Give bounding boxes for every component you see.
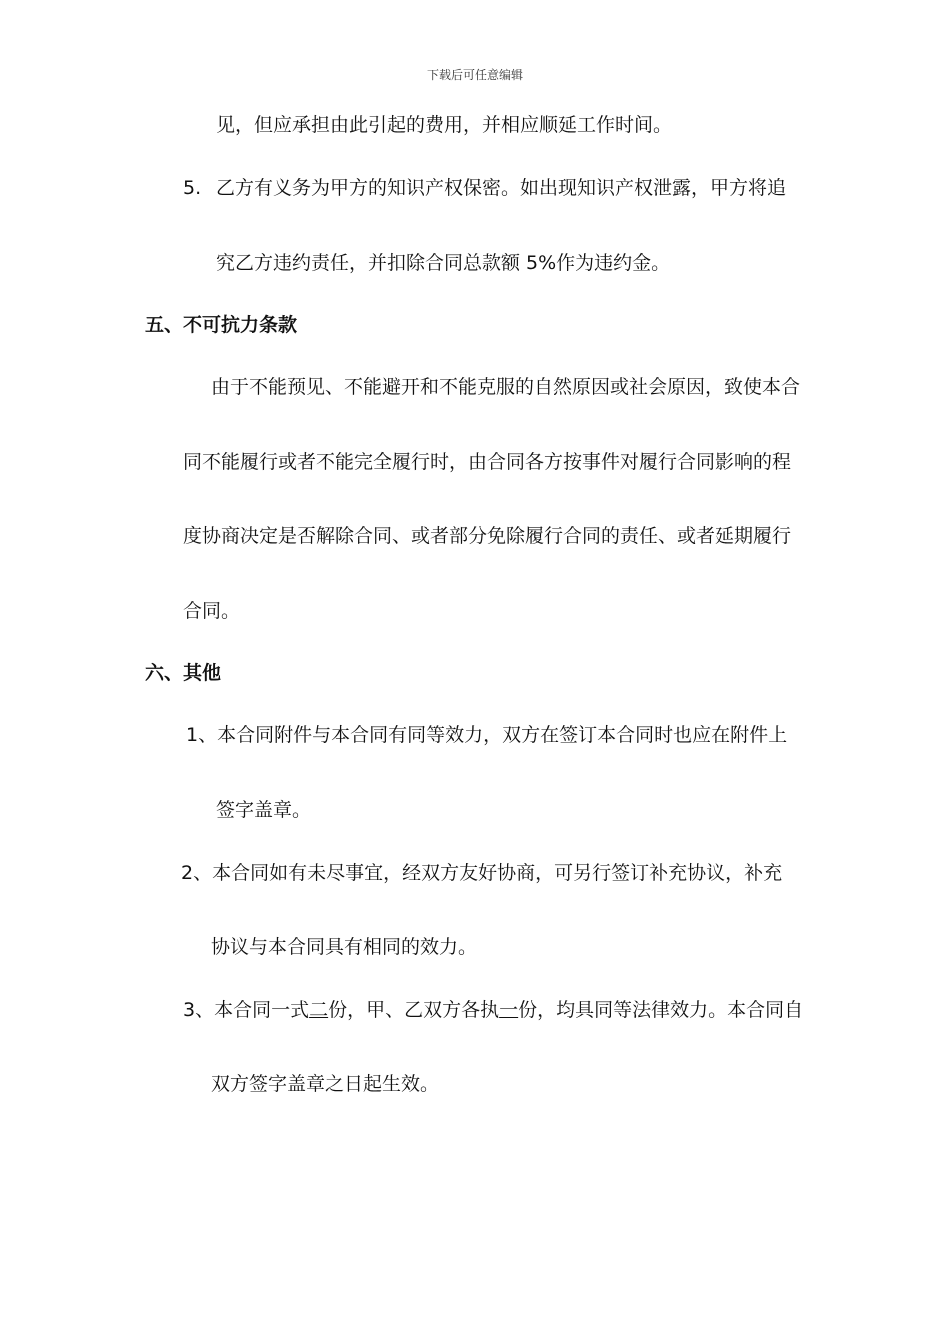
item5-line1: 乙方有义务为甲方的知识产权保密。如出现知识产权泄露，甲方将追 — [216, 177, 787, 199]
section6-item3-text-c: 份，均具同等法律效力。本合同自 — [518, 999, 804, 1021]
section5-line3: 度协商决定是否解除合同、或者部分免除履行合同的责任、或者延期履行 — [183, 525, 792, 547]
copies-each-blank: 一 — [499, 999, 519, 1021]
section6-item3-text-a: 3、本合同一式 — [183, 999, 310, 1021]
section6-item3-text-b: 份，甲、乙双方各执 — [328, 999, 500, 1021]
section6-item3-line1 — [183, 1001, 803, 1020]
section5-line1: 由于不能预见、不能避开和不能克服的自然原因或社会原因，致使本合 — [211, 376, 801, 398]
section6-title: 六、其他 — [145, 662, 222, 684]
section6-item1-line2: 签字盖章。 — [216, 799, 312, 821]
item5-number: 5. — [183, 177, 202, 199]
section6-item3-line2: 双方签字盖章之日起生效。 — [211, 1073, 440, 1095]
copies-total-blank: 二 — [309, 999, 329, 1021]
page-header-note: 下载后可任意编辑 — [426, 68, 523, 82]
section6-item2-line2: 协议与本合同具有相同的效力。 — [211, 936, 478, 958]
item5-line2: 究乙方违约责任，并扣除合同总款额 5%作为违约金。 — [216, 252, 671, 274]
section5-title: 五、不可抗力条款 — [145, 314, 298, 336]
section5-line2: 同不能履行或者不能完全履行时，由合同各方按事件对履行合同影响的程 — [183, 451, 792, 473]
item4-continuation: 见，但应承担由此引起的费用，并相应顺延工作时间。 — [216, 114, 673, 136]
section6-item2-line1: 2、本合同如有未尽事宜，经双方友好协商，可另行签订补充协议，补充 — [181, 862, 783, 884]
section5-line4: 合同。 — [183, 600, 241, 622]
section6-item1-line1: 1、本合同附件与本合同有同等效力，双方在签订本合同时也应在附件上 — [186, 724, 788, 746]
